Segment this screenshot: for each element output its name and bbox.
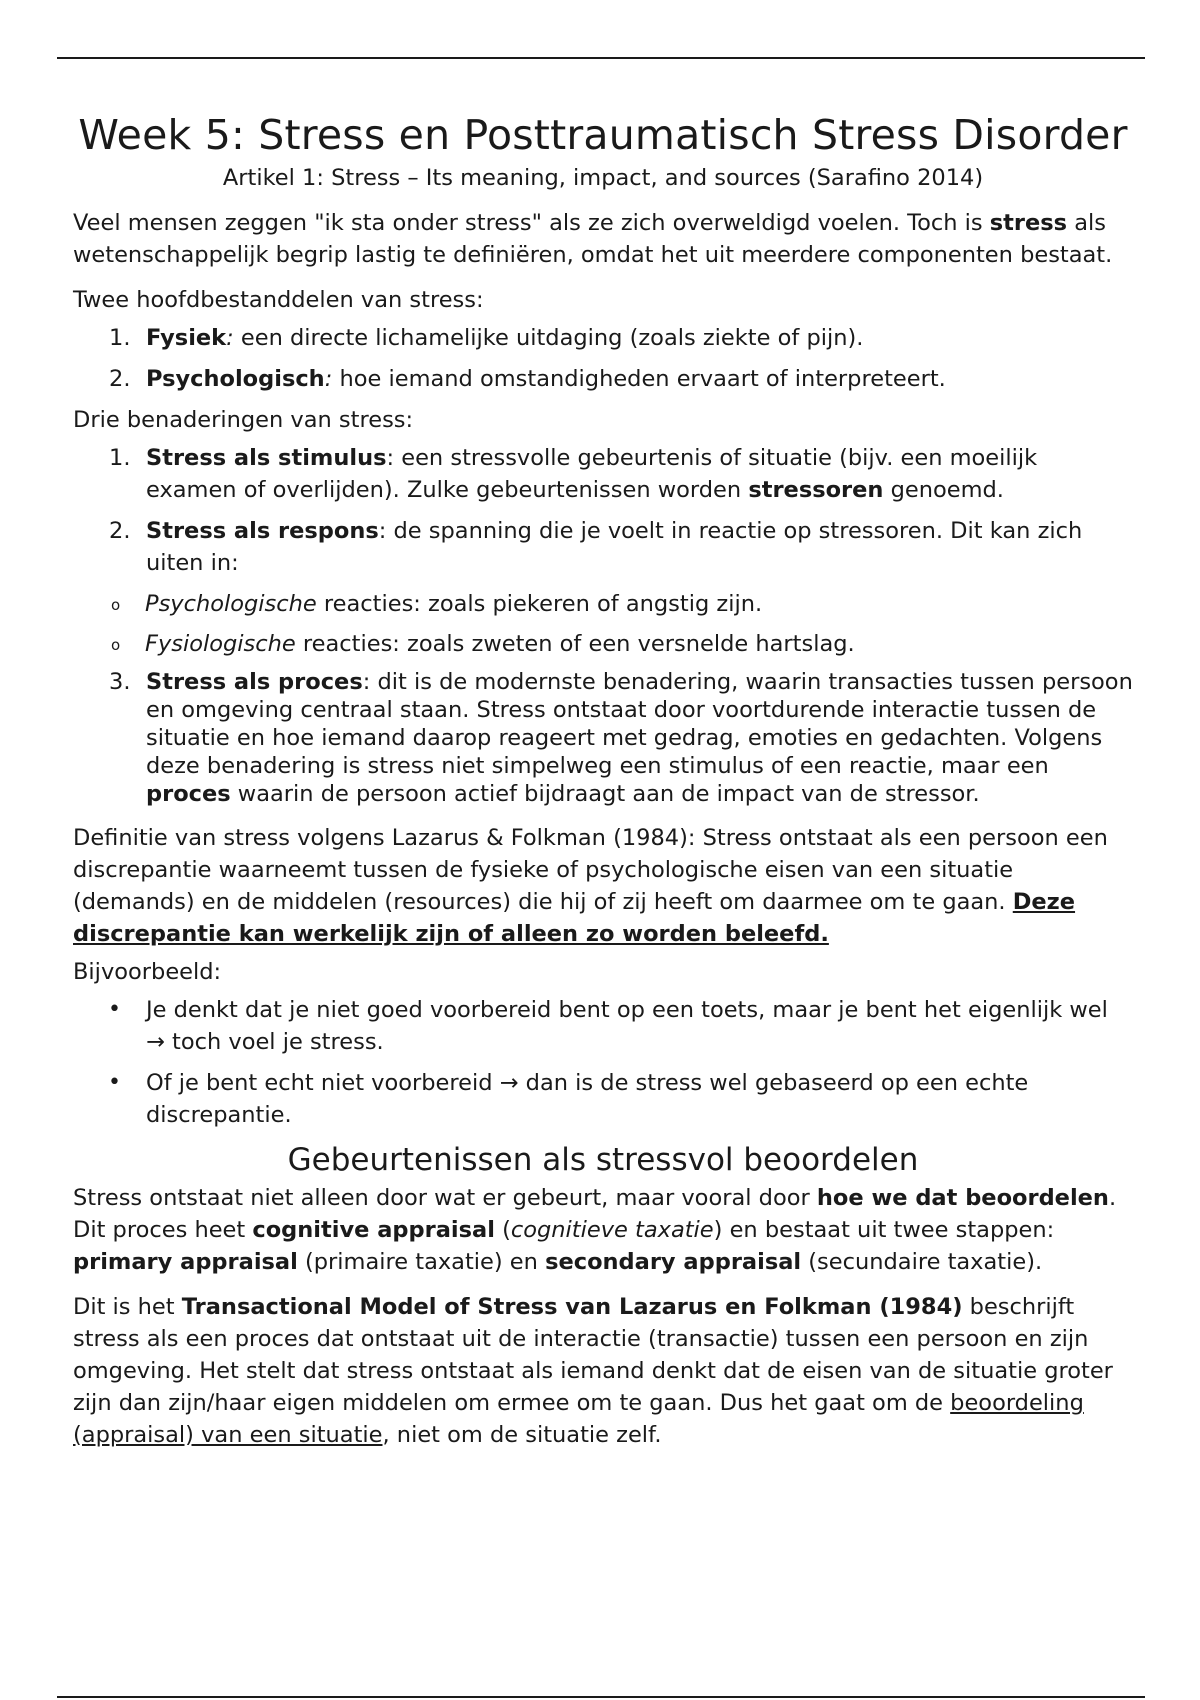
definition-paragraph: Definitie van stress volgens Lazarus & Folkman (1984): Stress ontstaat als een persoon een discrepantie waarneemt tussen de fysieke of psychologische eisen van een situatie (demands) en de middelen (resources) die hij of zij heeft om daarmee om te gaan. Deze discrepantie kan werkelijk zijn of alleen zo worden beleefd. [73, 825, 1108, 947]
approaches-heading: Drie benaderingen van stress: [73, 407, 414, 433]
page-title: Week 5: Stress en Posttraumatisch Stress Disorder [78, 111, 1128, 159]
bullet-icon: • [108, 1070, 121, 1095]
circle-bullet-icon: o [111, 596, 121, 614]
components-heading: Twee hoofdbestanddelen van stress: [73, 287, 484, 313]
transactional-model-paragraph: Dit is het Transactional Model of Stress van Lazarus en Folkman (1984) beschrijft stress als een proces dat ontstaat uit de interactie (transactie) tussen een persoon en zijn omgeving. Het stelt dat stress ontstaat als iemand denkt dat de eisen van de situatie groter zijn dan zijn/haar eigen middelen om ermee om te gaan. Dus het gaat om de beoordeling (appraisal) van een situatie, niet om de situatie zelf. [73, 1294, 1113, 1448]
top-rule [57, 57, 1145, 59]
page-subtitle: Artikel 1: Stress – Its meaning, impact, and sources (Sarafino 2014) [222, 165, 984, 191]
sub-list-container [73, 588, 1133, 660]
list-item: 1. Fysiek: een directe lichamelijke uitdaging (zoals ziekte of pijn). [109, 325, 864, 351]
list-item: 3. Stress als proces: dit is de modernste benadering, waarin transacties tussen persoon en omgeving centraal staan. Stress ontstaat door voortdurende interactie tussen de situatie en hoe iemand daarop reageert met gedrag, emoties en gedachten. Volgens deze benadering is stress niet simpelweg een stimulus of een reactie, maar een proces waarin de persoon actief bijdraagt aan de impact van de stressor. [109, 669, 1133, 807]
sub-list-item: o Psychologische reacties: zoals piekeren of angstig zijn. [73, 588, 1133, 620]
bullet-icon: • [108, 997, 121, 1022]
components-list [73, 322, 1133, 395]
document-page [73, 100, 1133, 1464]
list-item: 1. Stress als stimulus: een stressvolle gebeurtenis of situatie (bijv. een moeilijk examen of overlijden). Zulke gebeurtenissen worden stressoren genoemd. [109, 445, 1038, 503]
list-item: • Of je bent echt niet voorbereid → dan is de stress wel gebaseerd op een echte discrepantie. [73, 1067, 1133, 1131]
example-list [73, 994, 1133, 1131]
approaches-list [73, 442, 1133, 808]
circle-bullet-icon: o [111, 636, 121, 654]
sub-list [73, 588, 1133, 660]
sub-list-item: o Fysiologische reacties: zoals zweten of een versnelde hartslag. [73, 628, 1133, 660]
list-item: 2. Psychologisch: hoe iemand omstandigheden ervaart of interpreteert. [109, 366, 946, 392]
section-heading: Gebeurtenissen als stressvol beoordelen [287, 1142, 919, 1178]
list-item: • Je denkt dat je niet goed voorbereid bent op een toets, maar je bent het eigenlijk wel → toch voel je stress. [73, 994, 1133, 1058]
appraisal-paragraph: Stress ontstaat niet alleen door wat er gebeurt, maar vooral door hoe we dat beoordelen. Dit proces heet cognitive appraisal (cognitieve taxatie) en bestaat uit twee stappen: primary appraisal (primaire taxatie) en secondary appraisal (secundaire taxatie). [73, 1185, 1117, 1275]
intro-paragraph: Veel mensen zeggen "ik sta onder stress" als ze zich overweldigd voelen. Toch is stress als wetenschappelijk begrip lastig te definiëren, omdat het uit meerdere componenten bestaat. [73, 210, 1113, 268]
list-item: 2. Stress als respons: de spanning die je voelt in reactie op stressoren. Dit kan zich uiten in: [109, 518, 1083, 576]
bottom-rule [57, 1696, 1145, 1698]
example-heading: Bijvoorbeeld: [73, 959, 222, 985]
